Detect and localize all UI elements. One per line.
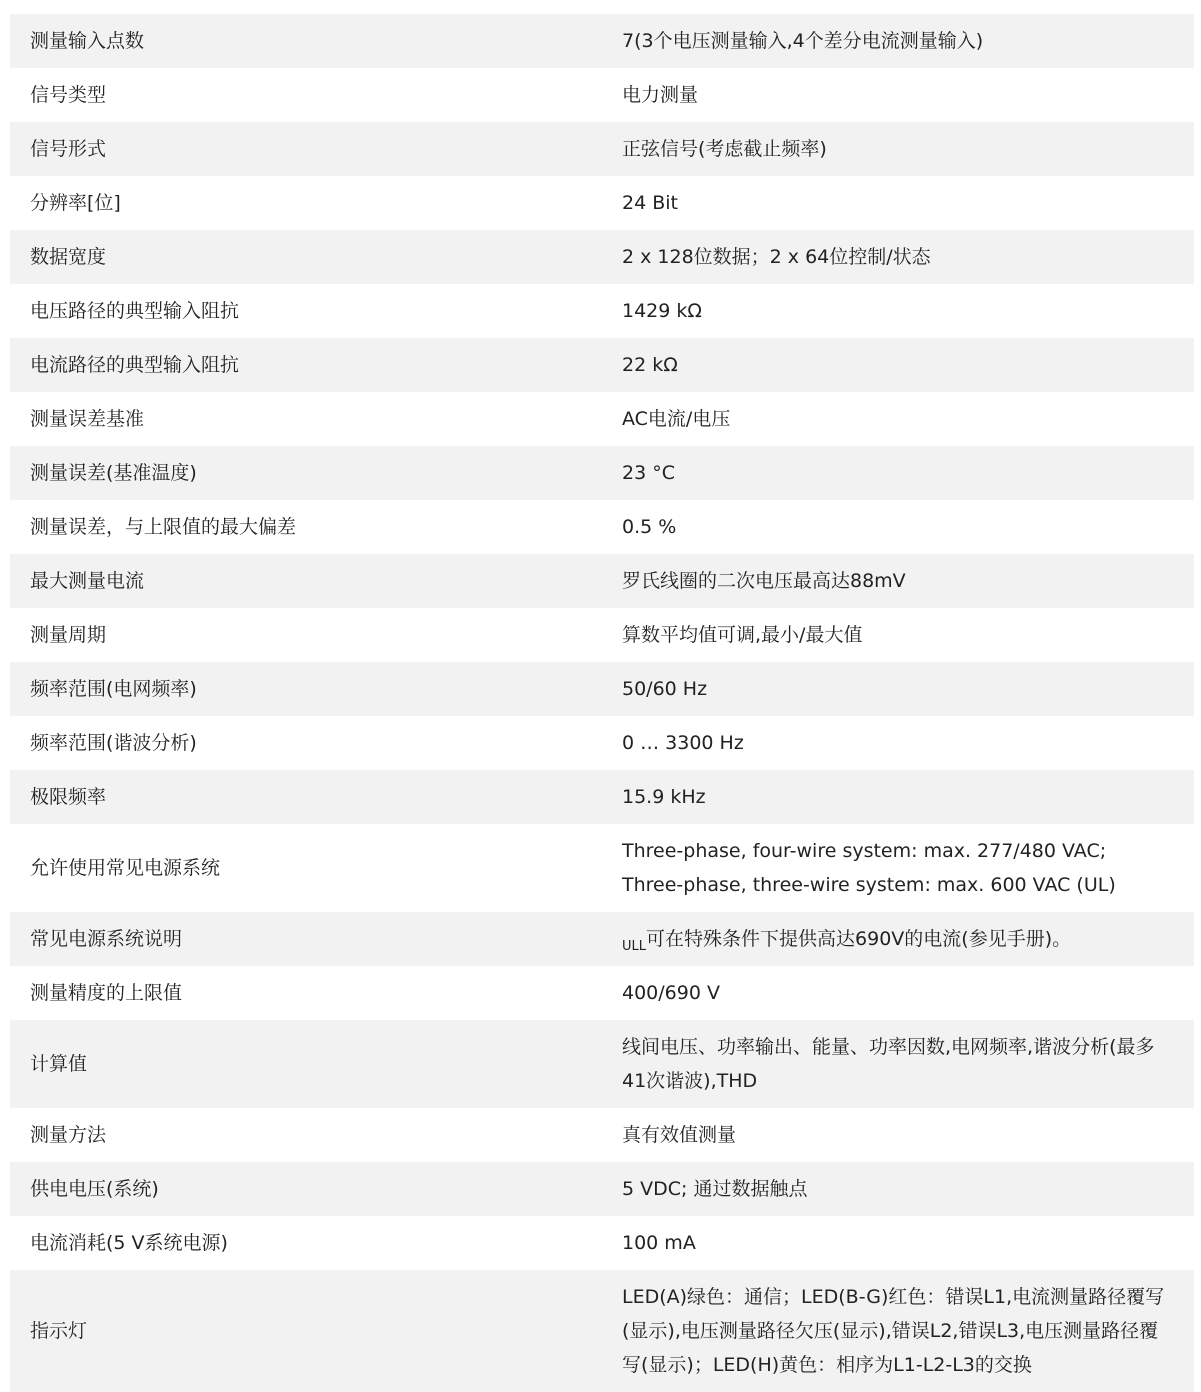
spec-row: [10, 966, 1194, 1020]
spec-value: [622, 912, 1194, 966]
spec-row: [10, 912, 1194, 966]
spec-label: 测量误差基准: [10, 392, 622, 446]
spec-value: LED(A)绿色：通信；LED(B-G)红色：错误L1,电流测量路径覆写(显示),电压测量路径欠压(显示),错误L2,错误L3,电压测量路径覆写(显示)；LED(H)黄色：相序为L1-L2-L3的交换: [622, 1270, 1194, 1392]
spec-value: Three-phase, four-wire system: max. 277/480 VAC; Three-phase, three-wire system: max. 600 VAC (UL): [622, 824, 1194, 912]
spec-label: 频率范围(电网频率): [10, 662, 622, 716]
spec-value: 7(3个电压测量输入,4个差分电流测量输入): [622, 14, 1194, 68]
spec-row: [10, 662, 1194, 716]
spec-label: 测量精度的上限值: [10, 966, 622, 1020]
spec-row: [10, 824, 1194, 912]
spec-row: [10, 770, 1194, 824]
spec-value: 0 … 3300 Hz: [622, 716, 1194, 770]
spec-label: 信号类型: [10, 68, 622, 122]
spec-label: 数据宽度: [10, 230, 622, 284]
spec-value: 0.5 %: [622, 500, 1194, 554]
spec-label: 指示灯: [10, 1270, 622, 1392]
spec-label: 测量方法: [10, 1108, 622, 1162]
spec-row: [10, 14, 1194, 68]
spec-label: 供电电压(系统): [10, 1162, 622, 1216]
spec-value: 22 kΩ: [622, 338, 1194, 392]
spec-label: 频率范围(谐波分析): [10, 716, 622, 770]
spec-value: 5 VDC; 通过数据触点: [622, 1162, 1194, 1216]
spec-value: 15.9 kHz: [622, 770, 1194, 824]
spec-label: 电流路径的典型输入阻抗: [10, 338, 622, 392]
subscript-ull: ULL: [622, 938, 647, 954]
spec-row: [10, 1020, 1194, 1108]
spec-label: 极限频率: [10, 770, 622, 824]
spec-label: 分辨率[位]: [10, 176, 622, 230]
spec-row: [10, 554, 1194, 608]
spec-value: 100 mA: [622, 1216, 1194, 1270]
spec-row: [10, 338, 1194, 392]
spec-row: [10, 230, 1194, 284]
spec-label: 最大测量电流: [10, 554, 622, 608]
spec-label: 计算值: [10, 1020, 622, 1108]
spec-row: [10, 500, 1194, 554]
spec-label: 电流消耗(5 V系统电源): [10, 1216, 622, 1270]
spec-label: 常见电源系统说明: [10, 912, 622, 966]
spec-value: AC电流/电压: [622, 392, 1194, 446]
spec-value: 真有效值测量: [622, 1108, 1194, 1162]
spec-value: 24 Bit: [622, 176, 1194, 230]
spec-row: [10, 608, 1194, 662]
spec-label: 电压路径的典型输入阻抗: [10, 284, 622, 338]
spec-row: [10, 1108, 1194, 1162]
spec-value: 电力测量: [622, 68, 1194, 122]
spec-row: [10, 392, 1194, 446]
spec-row: [10, 1216, 1194, 1270]
spec-row: [10, 446, 1194, 500]
spec-label: 允许使用常见电源系统: [10, 824, 622, 912]
spec-label: 测量输入点数: [10, 14, 622, 68]
spec-value: 2 x 128位数据；2 x 64位控制/状态: [622, 230, 1194, 284]
spec-row: [10, 122, 1194, 176]
spec-value: 正弦信号(考虑截止频率): [622, 122, 1194, 176]
spec-value: 线间电压、功率输出、能量、功率因数,电网频率,谐波分析(最多41次谐波),THD: [622, 1020, 1194, 1108]
spec-row: [10, 284, 1194, 338]
spec-value: 1429 kΩ: [622, 284, 1194, 338]
spec-label: 测量周期: [10, 608, 622, 662]
spec-row: [10, 68, 1194, 122]
spec-table: [10, 14, 1194, 1392]
spec-label: 测量误差，与上限值的最大偏差: [10, 500, 622, 554]
spec-value: 罗氏线圈的二次电压最高达88mV: [622, 554, 1194, 608]
spec-row: [10, 1270, 1194, 1392]
spec-value: 算数平均值可调,最小/最大值: [622, 608, 1194, 662]
spec-value-text: 可在特殊条件下提供高达690V的电流(参见手册)。: [646, 928, 1072, 950]
spec-value: 23 °C: [622, 446, 1194, 500]
spec-row: [10, 176, 1194, 230]
spec-value: 50/60 Hz: [622, 662, 1194, 716]
spec-row: [10, 716, 1194, 770]
spec-value: 400/690 V: [622, 966, 1194, 1020]
spec-row: [10, 1162, 1194, 1216]
spec-label: 信号形式: [10, 122, 622, 176]
spec-label: 测量误差(基准温度): [10, 446, 622, 500]
